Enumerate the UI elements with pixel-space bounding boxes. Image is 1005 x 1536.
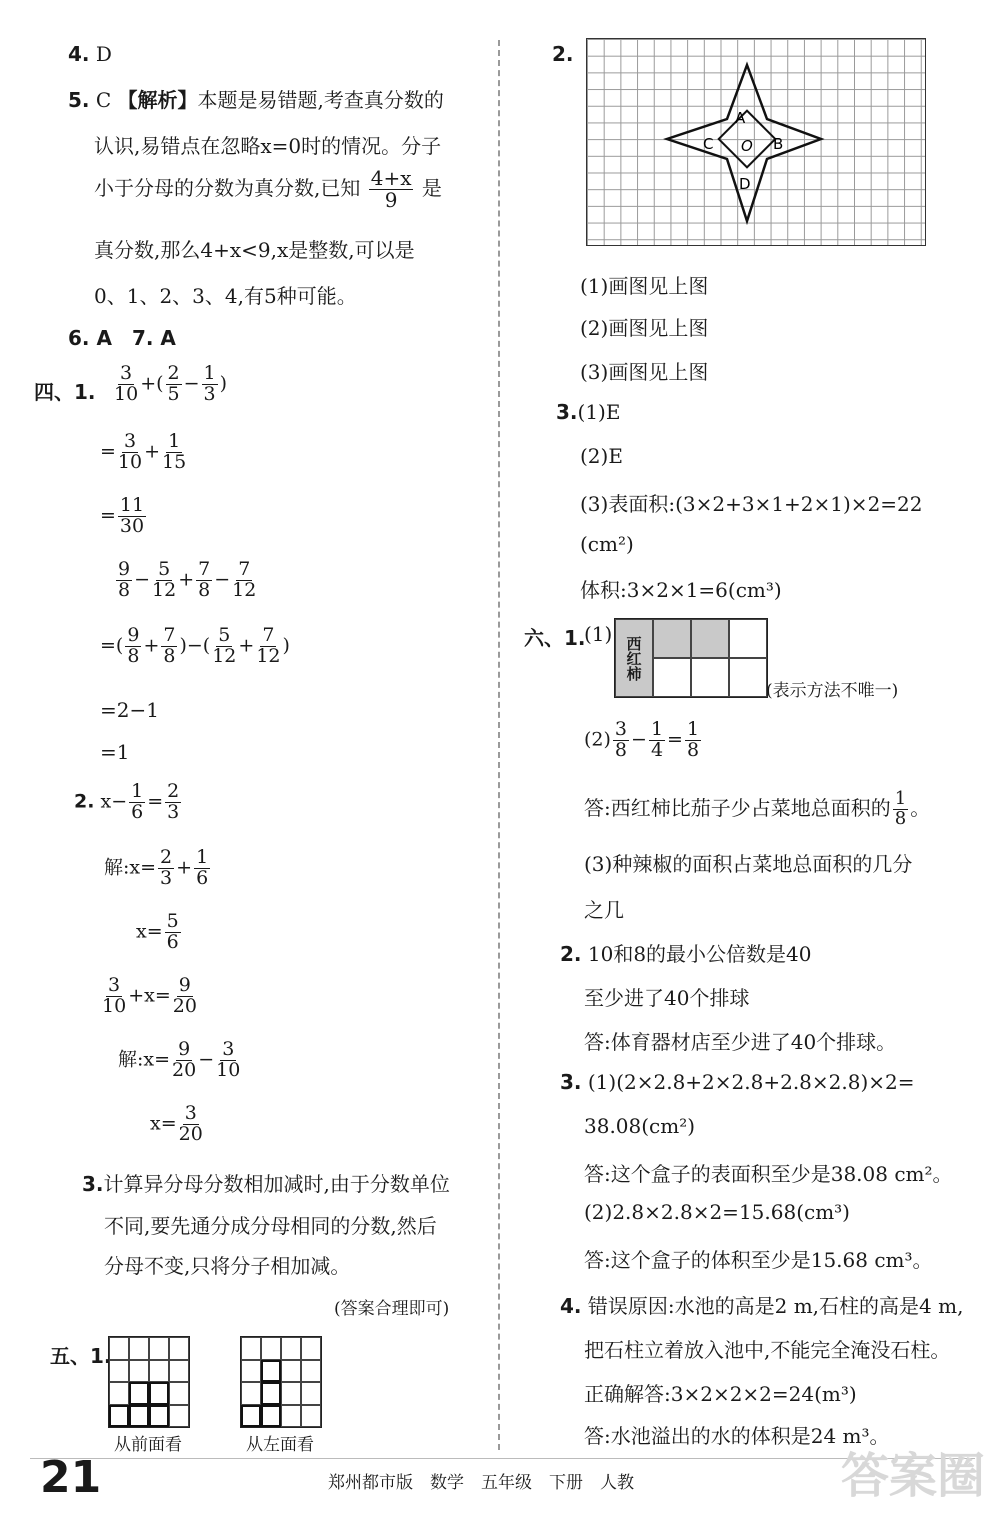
analysis-tag: 【解析】 xyxy=(117,88,198,112)
r-q3-3: (3)表面积:(3×2+3×1+2×1)×2=22 xyxy=(580,492,923,516)
expr1-step2: = $\frac{11}{30}$ xyxy=(100,494,145,537)
section6-label: 六、1. xyxy=(524,626,586,650)
vegetable-grid xyxy=(614,618,768,698)
expr2-step1: =( $\frac{9}{8}$ + $\frac{7}{8}$ )−( $\frac{5}{12}$ + $\frac{7}{12}$ ) xyxy=(100,624,290,667)
q3-line1: 3.计算异分母分数相加减时,由于分数单位 xyxy=(82,1172,450,1196)
q5-text3b: 是 xyxy=(421,176,442,200)
expr2-step2: =2−1 xyxy=(100,698,159,722)
r6-q3-4: (2)2.8×2.8×2=15.68(cm³) xyxy=(584,1200,850,1224)
left-view-grid xyxy=(240,1336,322,1428)
eq2-step1: 解:x= $\frac{9}{20}$ − $\frac{3}{10}$ xyxy=(118,1038,241,1081)
r6-q2-3: 答:体育器材店至少进了40个排球。 xyxy=(584,1030,897,1054)
q5-answer: C xyxy=(95,88,112,112)
expr1: $\frac{3}{10}$ +( $\frac{2}{5}$ − $\frac{1}{3}$ ) xyxy=(114,362,228,405)
q4 xyxy=(68,42,112,66)
r6-q3-1: 3. (1)(2×2.8+2×2.8+2.8×2.8)×2= xyxy=(560,1070,915,1094)
label-C: C xyxy=(703,135,714,153)
r-q2-1: (1)画图见上图 xyxy=(580,274,709,298)
r-q2-2: (2)画图见上图 xyxy=(580,316,709,340)
r-q2-3: (3)画图见上图 xyxy=(580,360,709,384)
column-divider xyxy=(498,40,500,1450)
s6-part3a: (3)种辣椒的面积占菜地总面积的几分 xyxy=(584,852,913,876)
s6-part2: (2) $\frac{3}{8}$ − $\frac{1}{4}$ = $\frac{1}{8}$ xyxy=(584,718,700,761)
r6-q2-2: 至少进了40个排球 xyxy=(584,986,750,1010)
footer-rule xyxy=(30,1458,975,1459)
q5-number: 5. xyxy=(68,88,90,112)
r6-q3-5: 答:这个盒子的体积至少是15.68 cm³。 xyxy=(584,1248,933,1272)
q5-frac-num: 4+x xyxy=(370,166,412,190)
q5-text4: 真分数,那么4+x<9,x是整数,可以是 xyxy=(94,238,415,262)
q5-text5: 0、1、2、3、4,有5种可能。 xyxy=(94,284,357,308)
q5-line1 xyxy=(68,84,444,113)
q6-q7: 6. A 7. A xyxy=(68,326,176,350)
r-q3-1: 3.(1)E xyxy=(556,400,621,424)
watermark-logo: 答案圈 xyxy=(840,1448,985,1504)
footer-info: 郑州都市版 数学 五年级 下册 人教 xyxy=(328,1473,634,1493)
shape-grid xyxy=(586,38,926,246)
s6-answer: 答:西红柿比茄子少占菜地总面积的 $\frac{1}{8}$ 。 xyxy=(584,788,931,829)
eq2-step2: x= $\frac{3}{20}$ xyxy=(150,1102,203,1145)
r-q3-2: (2)E xyxy=(580,444,623,468)
label-A: A xyxy=(735,109,746,127)
eq1-step2: x= $\frac{5}{6}$ xyxy=(136,910,179,953)
r-q3-3b: (cm²) xyxy=(580,532,634,556)
front-view-grid xyxy=(108,1336,190,1428)
q5-text1: 本题是易错题,考查真分数的 xyxy=(197,88,444,112)
q5-fraction xyxy=(369,168,414,211)
expr1-step1: = $\frac{3}{10}$ + $\frac{1}{15}$ xyxy=(100,430,187,473)
expr2-step3: =1 xyxy=(100,740,130,764)
q5-line3 xyxy=(94,168,442,211)
section4-label: 四、1. xyxy=(34,380,96,404)
star-shape-drawing xyxy=(587,39,925,245)
page-number: 21 xyxy=(40,1452,102,1503)
q3-note: (答案合理即可) xyxy=(334,1299,450,1319)
r-q3-4: 体积:3×2×1=6(cm³) xyxy=(580,578,782,602)
q4-number: 4. xyxy=(68,42,90,66)
q4-answer: D xyxy=(95,42,112,66)
label-B: B xyxy=(773,135,784,153)
q5-text3a: 小于分母的分数为真分数,已知 xyxy=(94,176,361,200)
section5-label: 五、1. xyxy=(50,1344,112,1368)
veg-note: (表示方法不唯一) xyxy=(766,681,899,701)
eq2: $\frac{3}{10}$ +x= $\frac{9}{20}$ xyxy=(102,974,197,1017)
q5-frac-den: 9 xyxy=(384,188,398,212)
expr2: $\frac{9}{8}$ − $\frac{5}{12}$ + $\frac{7}{8}$ − $\frac{7}{12}$ xyxy=(118,558,257,601)
label-O: O xyxy=(741,137,753,155)
r6-q4-2: 把石柱立着放入池中,不能完全淹没石柱。 xyxy=(584,1338,951,1362)
s6-part1: (1) xyxy=(584,622,613,646)
q3-line3: 分母不变,只将分子相加减。 xyxy=(104,1254,351,1278)
r6-q2-1: 2. 10和8的最小公倍数是40 xyxy=(560,942,812,966)
tomato-label: 西红柿 xyxy=(615,619,653,697)
q3-line2: 不同,要先通分成分母相同的分数,然后 xyxy=(104,1214,437,1238)
r6-q4-4: 答:水池溢出的水的体积是24 m³。 xyxy=(584,1424,890,1448)
r-q2-label: 2. xyxy=(552,42,574,66)
r6-q3-2: 38.08(cm²) xyxy=(584,1114,696,1138)
eq1-step1: 解:x= $\frac{2}{3}$ + $\frac{1}{6}$ xyxy=(104,846,209,889)
label-D: D xyxy=(739,175,751,193)
left-view-caption: 从左面看 xyxy=(246,1435,314,1455)
eq1: 2. x− $\frac{1}{6}$ = $\frac{2}{3}$ xyxy=(74,780,180,823)
r6-q3-3: 答:这个盒子的表面积至少是38.08 cm²。 xyxy=(584,1162,953,1186)
r6-q4-1: 4. 错误原因:水池的高是2 m,石柱的高是4 m, xyxy=(560,1294,964,1318)
q5-text2: 认识,易错点在忽略x=0时的情况。分子 xyxy=(94,134,442,158)
r6-q4-3: 正确解答:3×2×2×2=24(m³) xyxy=(584,1382,857,1406)
front-view-caption: 从前面看 xyxy=(114,1435,182,1455)
s6-part3b: 之几 xyxy=(584,898,624,922)
